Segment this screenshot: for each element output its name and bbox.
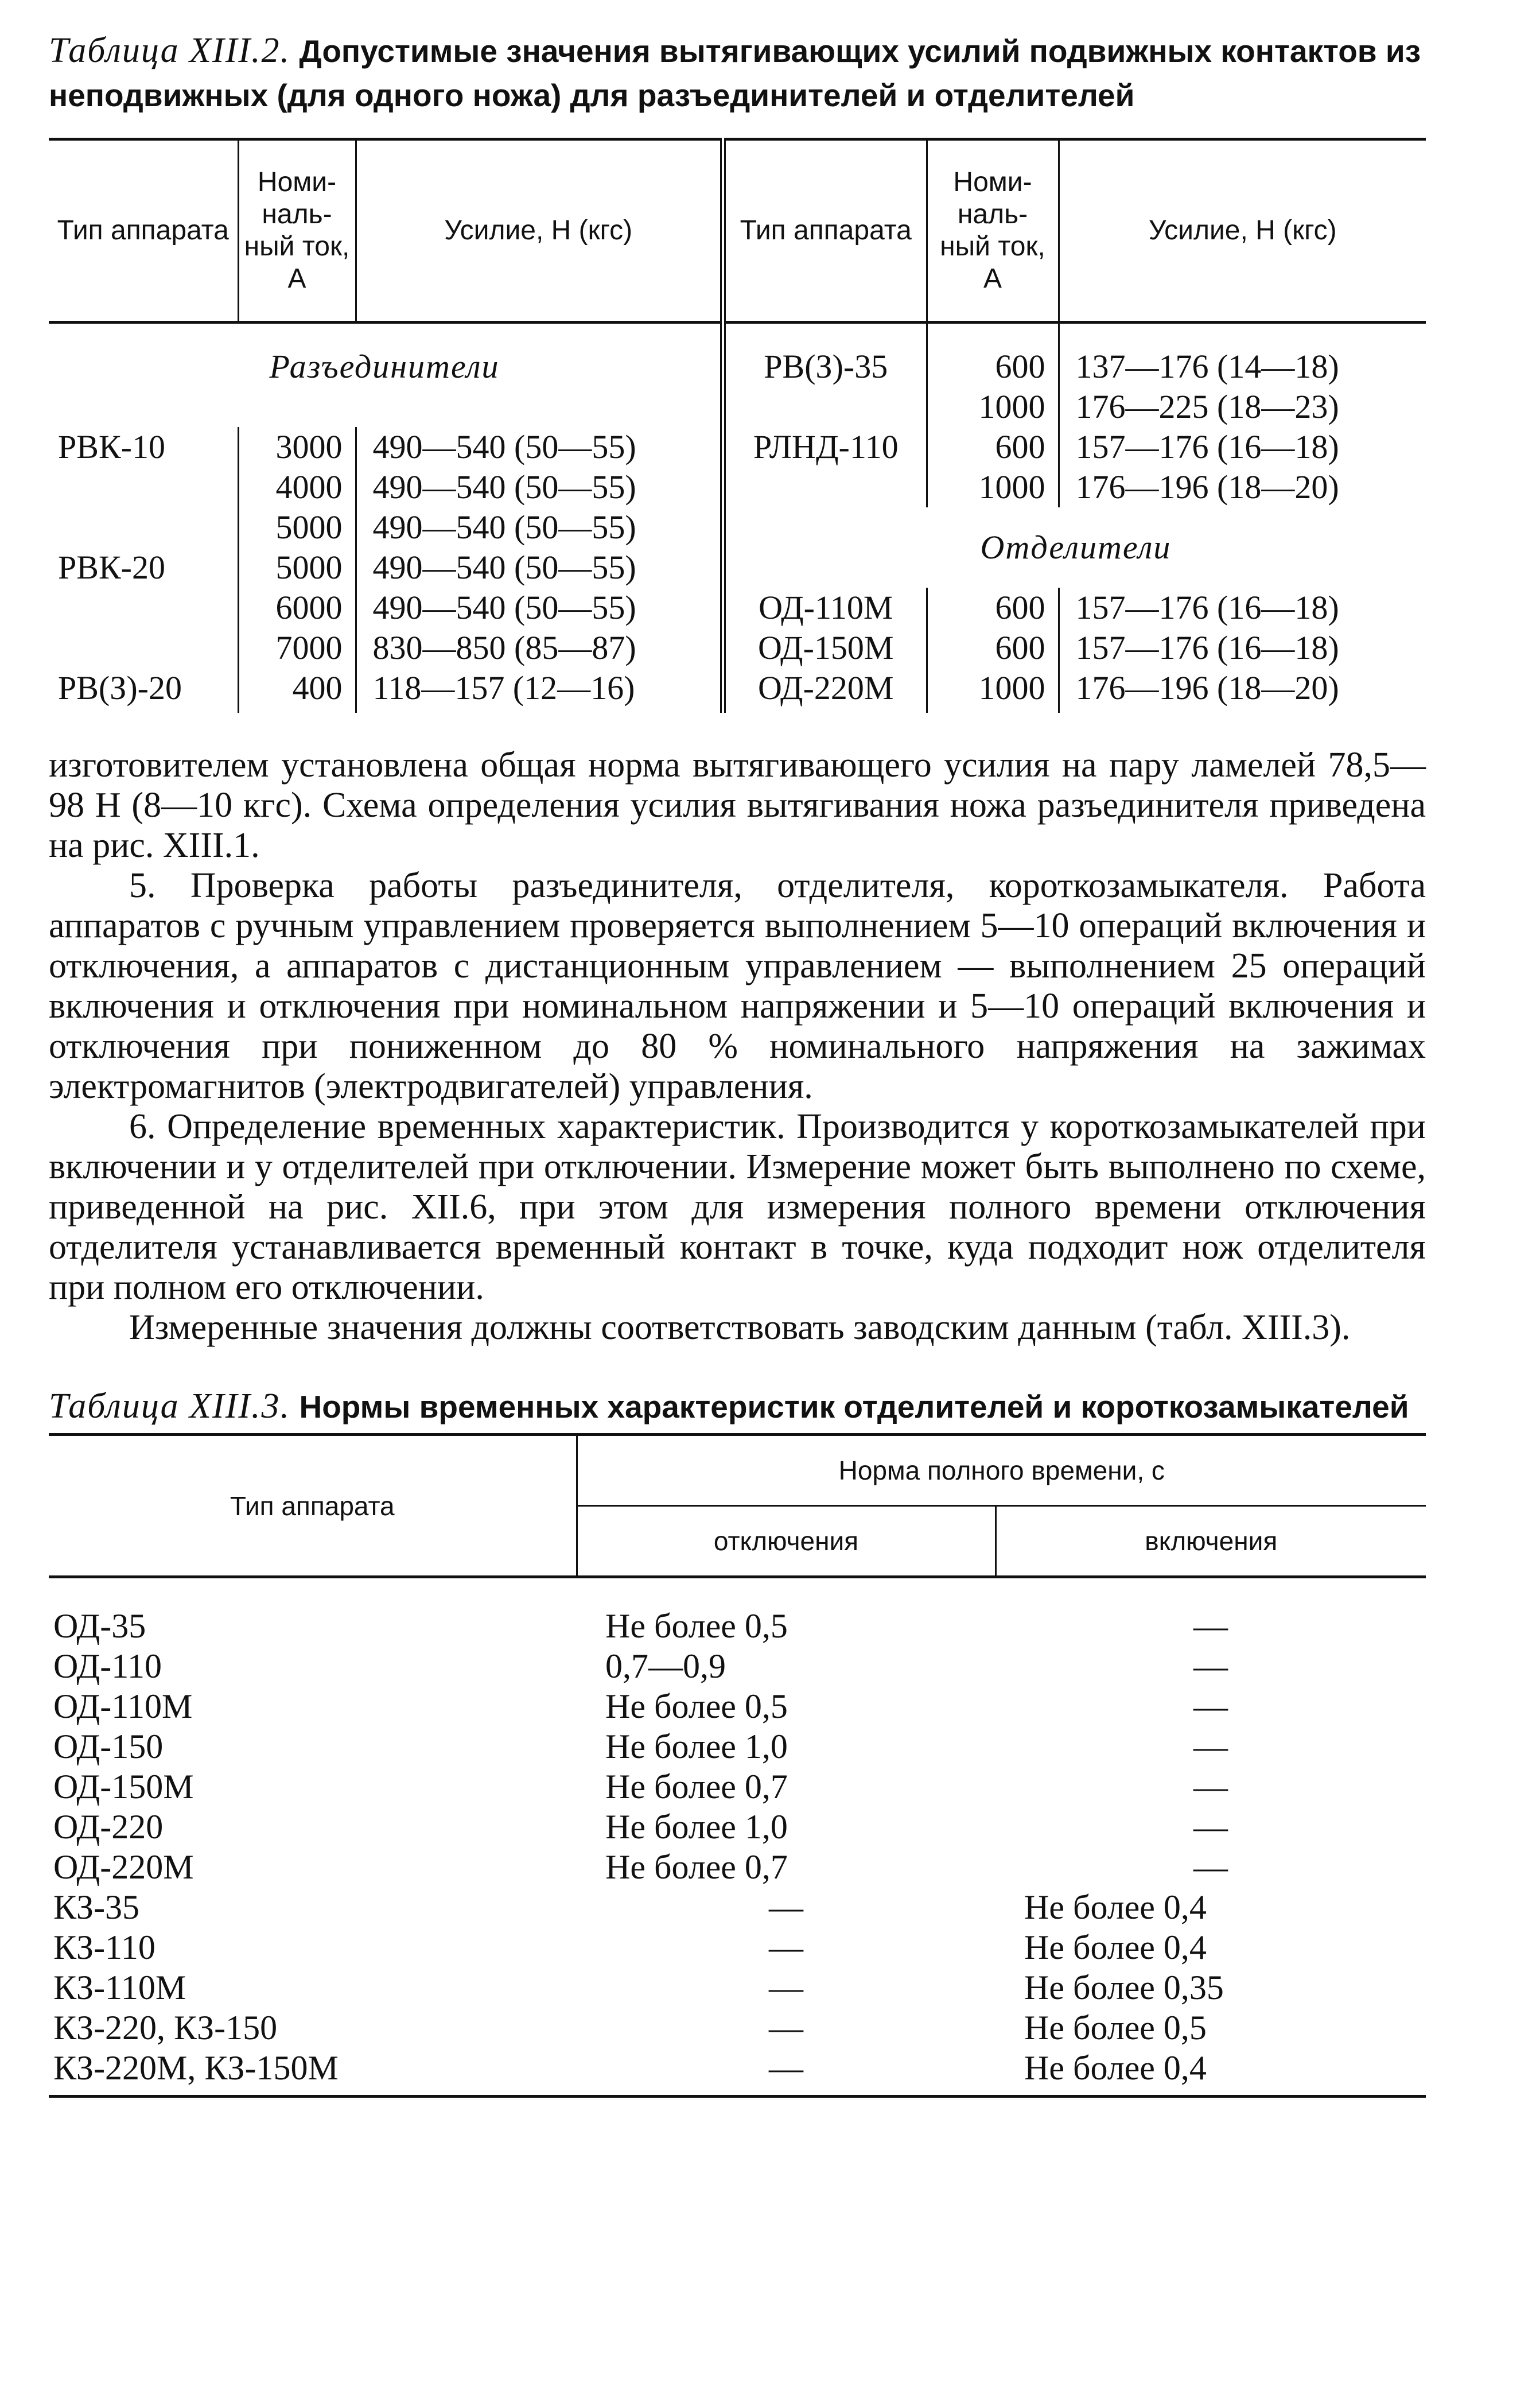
table3-type: ОД-220 [53, 1808, 164, 1846]
table2-left-type [49, 467, 238, 507]
table3-off: Не более 0,7 [605, 1768, 788, 1806]
table2-right-current: 600 [927, 427, 1059, 467]
table3-caption [49, 1384, 1426, 1429]
table2-left-current: 3000 [238, 427, 356, 467]
table2-left-current: 400 [238, 668, 356, 713]
table3-off: Не более 0,5 [605, 1607, 788, 1645]
table2-group-separators: Отделители [980, 529, 1172, 566]
table2-header-type-right: Тип аппарата [723, 139, 927, 323]
table2-right-current: 1000 [927, 668, 1059, 713]
table2-right-current: 600 [927, 588, 1059, 628]
table3-type: КЗ-220М, КЗ-150М [49, 2048, 577, 2097]
table3-header-on: включения [995, 1506, 1426, 1577]
table2-right-force: 157—176 (16—18) [1075, 589, 1339, 626]
table2-left-force: 490—540 (50—55) [356, 427, 723, 467]
table2-caption [49, 29, 1426, 117]
table-row [49, 1847, 1426, 1887]
table3-type: КЗ-220, КЗ-150 [53, 2009, 278, 2047]
table2-right-type: ОД-110М [723, 588, 927, 628]
table3-off: — [769, 2009, 803, 2047]
table3-on: Не более 0,4 [1024, 1928, 1207, 1966]
table2-body [49, 323, 1426, 713]
table2-header-force-left: Усилие, Н (кгс) [356, 139, 723, 323]
table2-right-type [723, 467, 927, 507]
table2-right-force: 176—196 (18—20) [1075, 669, 1339, 707]
table3-on: — [1193, 1607, 1228, 1645]
table3-on: Не более 0,35 [1024, 1969, 1224, 2006]
table-row [49, 2008, 1426, 2048]
table-row [49, 507, 1426, 548]
table2 [49, 138, 1426, 713]
table3-off: 0,7—0,9 [605, 1647, 726, 1685]
table2-caption-title: Допустимые значения вытягивающих усилий подвижных контактов из неподвижных (для одного ножа) для разъединителей и отделителей [49, 33, 1421, 113]
table2-left-current: 6000 [238, 588, 356, 628]
table-row [49, 427, 1426, 467]
table-row [49, 1726, 1426, 1767]
table2-group-disconnectors: Разъединители [49, 323, 723, 428]
table3-header-off: отключения [577, 1506, 995, 1577]
table3-type: КЗ-35 [53, 1888, 140, 1926]
paragraph: 6. Определение временных характеристик. Производится у короткозамыкателей при включении и у отделителей при отключении. Измерение может быть выполнено по схеме, приведенной на рис. XII.6, при этом для измерения полного времени отключения отделителя устанавливается временный контакт в точке, куда подходит нож отделителя при полном его отключении. [49, 1107, 1426, 1307]
table3-off: — [577, 2048, 995, 2097]
table2-left-force: 490—540 (50—55) [356, 588, 723, 628]
table2-left-type: РВК-10 [49, 427, 238, 467]
table2-header-force-right: Усилие, Н (кгс) [1059, 139, 1426, 323]
table2-right-force: 157—176 (16—18) [1075, 428, 1339, 465]
table3-off: Не более 0,5 [605, 1687, 788, 1725]
table-row [49, 467, 1426, 507]
table3-type: ОД-150 [53, 1728, 164, 1765]
table-row [49, 628, 1426, 668]
table-row [49, 1967, 1426, 2008]
table3-type: ОД-150М [53, 1768, 194, 1806]
table2-right-type: РВ(З)-35 [723, 323, 927, 387]
table3-type: ОД-110М [53, 1687, 193, 1725]
paragraph: изготовителем установлена общая норма вытягивающего усилия на пару ламелей 78,5—98 Н (8—10 кгс). Схема определения усилия вытягивания ножа разъединителя приведена на рис. XIII.1. [49, 746, 1426, 865]
table2-right-type: ОД-220М [723, 668, 927, 713]
table-row [49, 668, 1426, 713]
table3-off: Не более 0,7 [605, 1848, 788, 1886]
table2-header-current-left: Номи- наль- ный ток, А [238, 139, 356, 323]
table3-header-norm: Норма полного времени, с [577, 1435, 1426, 1506]
table2-left-current: 5000 [238, 507, 356, 548]
table3-type: ОД-35 [53, 1607, 146, 1645]
table2-left-force: 830—850 (85—87) [356, 628, 723, 668]
table2-left-force: 490—540 (50—55) [356, 548, 723, 588]
table3-off: Не более 1,0 [605, 1808, 788, 1846]
table2-header-type-left: Тип аппарата [49, 139, 238, 323]
table3-on: — [1193, 1647, 1228, 1685]
table3-on: Не более 0,5 [1024, 2009, 1207, 2047]
table3-off: — [769, 1969, 803, 2006]
table-row [49, 588, 1426, 628]
table3-off: — [769, 1928, 803, 1966]
table2-left-force: 490—540 (50—55) [356, 467, 723, 507]
table3-on: — [1193, 1687, 1228, 1725]
table2-left-force: 118—157 (12—16) [356, 668, 723, 713]
table2-left-current: 7000 [238, 628, 356, 668]
paragraph: Измеренные значения должны соответствовать заводским данным (табл. XIII.3). [129, 1308, 1351, 1347]
table3-type: КЗ-110 [53, 1928, 155, 1966]
table3-caption-label: Таблица XIII.3. [49, 1387, 290, 1426]
table3-on: Не более 0,4 [1024, 1888, 1207, 1926]
table2-right-force: 176—225 (18—23) [1075, 388, 1339, 425]
table3-type: ОД-110 [53, 1647, 162, 1685]
table2-right-type: ОД-150М [723, 628, 927, 668]
table3-type: ОД-220М [53, 1848, 194, 1886]
table-row [49, 2048, 1426, 2097]
table3-on: Не более 0,4 [995, 2048, 1426, 2097]
table3-on: — [1193, 1728, 1228, 1765]
table3-header-row [49, 1435, 1426, 1506]
table2-right-type: РЛНД-110 [723, 427, 927, 467]
table2-left-type: РВ(З)-20 [49, 668, 238, 713]
table2-right-force: 176—196 (18—20) [1075, 468, 1339, 506]
table2-left-type: РВК-20 [49, 548, 238, 588]
table-row [49, 1686, 1426, 1726]
table2-header-row [49, 139, 1426, 323]
table2-right-current: 600 [927, 323, 1059, 387]
table2-left-type [49, 628, 238, 668]
table-row [49, 323, 1426, 387]
body-text [49, 745, 1426, 1348]
table-row [49, 1807, 1426, 1847]
table3-header-type: Тип аппарата [49, 1435, 577, 1577]
table2-right-type [723, 387, 927, 427]
table2-left-type [49, 588, 238, 628]
table3-type: КЗ-110М [53, 1969, 186, 2006]
table3 [49, 1433, 1426, 2098]
table2-right-force: 137—176 (14—18) [1075, 348, 1339, 385]
table2-right-force: 157—176 (16—18) [1075, 629, 1339, 666]
table3-on: — [1193, 1848, 1228, 1886]
table2-right-current: 600 [927, 628, 1059, 668]
page [49, 29, 1426, 2098]
table-row [49, 1927, 1426, 1967]
table2-left-current: 4000 [238, 467, 356, 507]
table-row [49, 1767, 1426, 1807]
table2-header-current-right: Номи- наль- ный ток, А [927, 139, 1059, 323]
table3-body [49, 1577, 1426, 2097]
table3-off: Не более 1,0 [605, 1728, 788, 1765]
table-row [49, 1577, 1426, 1647]
table3-on: — [1193, 1768, 1228, 1806]
table3-on: — [1193, 1808, 1228, 1846]
table-row [49, 1887, 1426, 1927]
table2-left-current: 5000 [238, 548, 356, 588]
table2-caption-label: Таблица XIII.2. [49, 31, 290, 70]
table2-right-current: 1000 [927, 467, 1059, 507]
table2-left-force: 490—540 (50—55) [356, 507, 723, 548]
table3-off: — [769, 1888, 803, 1926]
table-row [49, 1646, 1426, 1686]
paragraph: 5. Проверка работы разъединителя, отделителя, короткозамыкателя. Работа аппаратов с ручным управлением проверяется выполнением 5—10 операций включения и отключения, а аппаратов с дистанционным управлением — выполнением 25 операций включения и отключения при номинальном напряжении и 5—10 операций включения и отключения при пониженном до 80 % номинального напряжения на зажимах электромагнитов (электродвигателей) управления. [49, 866, 1426, 1106]
table2-left-type [49, 507, 238, 548]
table3-caption-title: Нормы временных характеристик отделителей и короткозамыкателей [299, 1389, 1409, 1425]
table2-right-current: 1000 [927, 387, 1059, 427]
